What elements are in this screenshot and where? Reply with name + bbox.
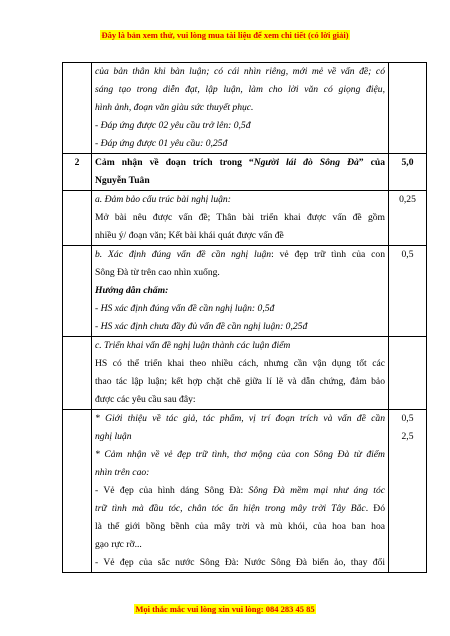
text-line: - Đáp ứng được 02 yêu cầu trở lên: 0,5đ — [95, 120, 251, 131]
text-line: - Vẻ đẹp của sắc nước Sông Đà: Nước Sông Đà biến ảo, thay đổi — [95, 557, 385, 568]
table-row — [63, 191, 427, 246]
criteria-heading: b. Xác định đúng vấn đề cần nghị luận — [95, 249, 272, 260]
text-line: Sông Đà từ trên cao nhìn xuống. — [95, 267, 220, 278]
total-score: 5,0 — [389, 154, 427, 191]
criteria-cell: b. Xác định đúng vấn đề cần nghị luận: vẻ đẹp trữ tình của con Sông Đà từ trên cao nhìn xuống. Hướng dẫn chấm: - HS xác định đúng vấn đề cần nghị luận: 0,5đ - HS xác định chưa đầy đủ vấn đề cần nghị luận: 0,25đ — [92, 246, 389, 337]
text-line: nghị luận — [95, 431, 132, 442]
grading-table — [62, 62, 427, 573]
text-line: HS có thể triển khai theo nhiều cách, nhưng cần vận dụng tốt các — [95, 358, 385, 369]
preview-banner: Đây là bản xem thử, vui lòng mua tài liệu để xem chi tiết (có lời giải) — [101, 30, 349, 40]
table-row — [63, 154, 427, 191]
table-row — [63, 246, 427, 337]
text-line: * Cảm nhận về vẻ đẹp trữ tình, thơ mộng của con Sông Đà từ điểm — [95, 449, 385, 460]
text-line: hình ảnh, đoạn văn giàu sức thuyết phục. — [95, 102, 254, 113]
criteria-cell — [92, 63, 389, 154]
criteria-heading: a. Đảm bảo cấu trúc bài nghị luận: — [95, 194, 231, 205]
text-line: nhìn trên cao: — [95, 467, 150, 478]
table-row — [63, 410, 427, 573]
text-line: của bản thân khi bàn luận; có cái nhìn riêng, mới mẻ về vấn đề; có — [95, 66, 385, 77]
text-line: thao tác lập luận; kết hợp chặt chẽ giữa lí lẽ và dẫn chứng, đảm bảo — [95, 376, 385, 387]
score-cell: 0,5 — [401, 413, 414, 424]
text-line: - HS xác định chưa đầy đủ vấn đề cần nghị luận: 0,25đ — [95, 321, 308, 332]
contact-banner: Mọi thắc mắc vui lòng xin vui lòng: 084 283 45 85 — [135, 604, 315, 614]
text-line: * Giới thiệu về tác giả, tác phẩm, vị trí đoạn trích và vấn đề cần — [95, 413, 385, 424]
text-line: - Đáp ứng được 01 yêu cầu: 0,25đ — [95, 138, 228, 149]
text-line: sáng tạo trong diễn đạt, lập luận, làm cho lời văn có giọng điệu, — [95, 84, 385, 95]
score-cell: 0,5 — [389, 246, 427, 337]
criteria-heading: c. Triển khai vấn đề nghị luận thành các luận điểm — [95, 340, 291, 351]
text-line: gạo rực rỡ... — [95, 539, 142, 550]
question-title: Cảm nhận về đoạn trích trong “Người lái đò Sông Đà” của Nguyễn Tuân — [92, 154, 389, 191]
question-number: 2 — [63, 154, 92, 191]
score-cell: 0,25 — [389, 191, 427, 246]
table-row — [63, 63, 427, 154]
score-cell: 2,5 — [401, 431, 414, 442]
text-line: là thế giới bồng bềnh của mây trời và mù khói, của hoa ban hoa — [95, 521, 385, 532]
criteria-cell — [92, 337, 389, 410]
criteria-cell: * Giới thiệu về tác giả, tác phẩm, vị trí đoạn trích và vấn đề cần nghị luận * Cảm nhận về vẻ đẹp trữ tình, thơ mộng của con Sông Đà từ điểm nhìn trên cao: - Vẻ đẹp của hình dáng Sông Đà: Sông Đà mềm mại như áng tóc trữ tình mà đầu tóc, chân tóc ẩn hiện trong mây trời Tây Bắc. Đó là thế giới bồng bềnh của mây trời và mù khói, của hoa ban hoa gạo rực rỡ... - Vẻ đẹp của sắc nước Sông Đà: Nước Sông Đà biến ảo, thay đổi — [92, 410, 389, 573]
guide-title: Hướng dẫn chấm: — [95, 285, 169, 296]
criteria-cell — [92, 191, 389, 246]
text-line: - HS xác định đúng vấn đề cần nghị luận: 0,5đ — [95, 303, 275, 314]
text-line: Mở bài nêu được vấn đề; Thân bài triển khai được vấn đề gồm — [95, 212, 385, 223]
text-line: được các yêu cầu sau đây: — [95, 394, 196, 405]
table-row — [63, 337, 427, 410]
text-line: nhiều ý/ đoạn văn; Kết bài khái quát được vấn đề — [95, 230, 284, 241]
